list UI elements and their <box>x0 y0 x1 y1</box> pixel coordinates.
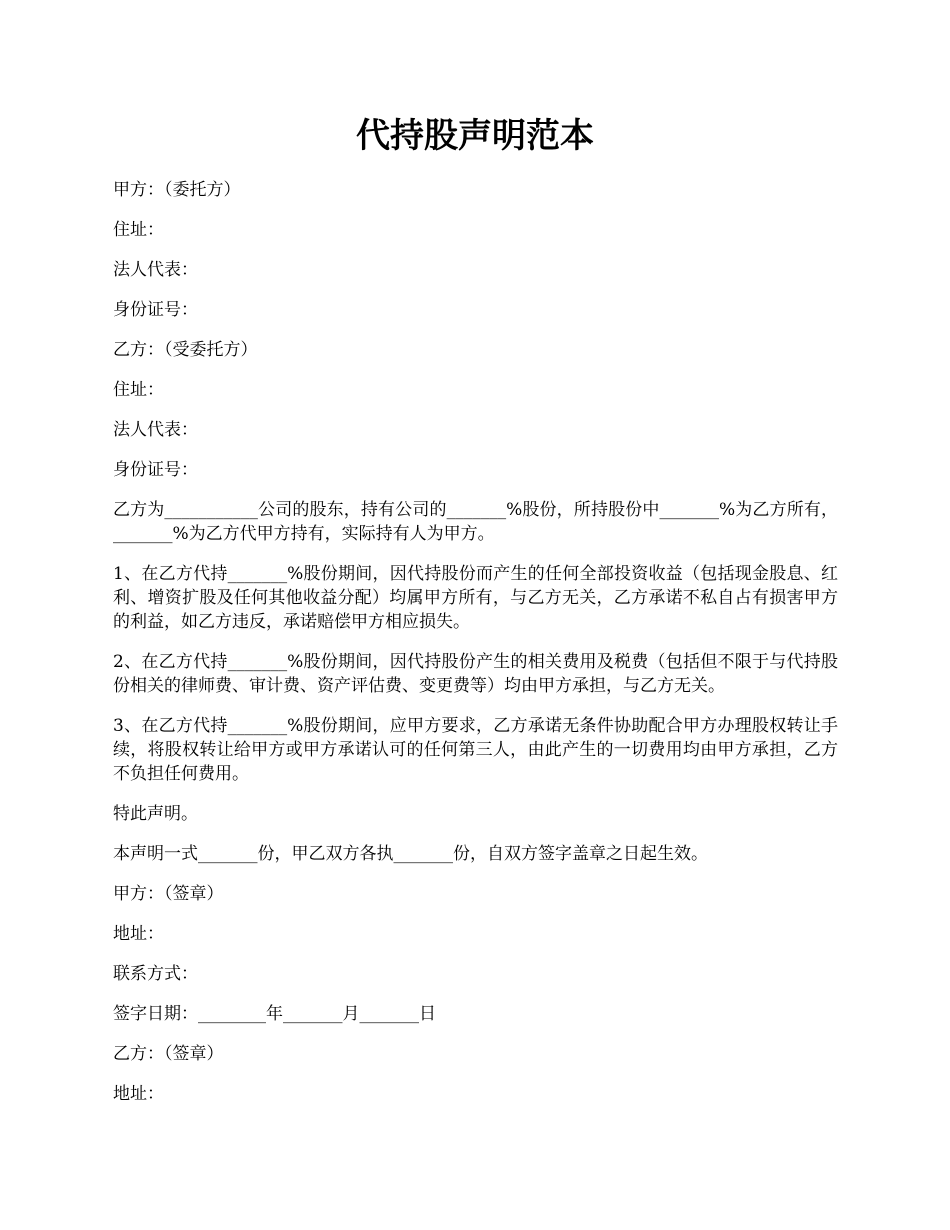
party-b-address: 住址： <box>113 380 164 400</box>
party-a-signature: 甲方：（签章） <box>113 884 224 904</box>
document-title: 代持股声明范本 <box>356 116 594 156</box>
party-b-label: 乙方：（受委托方） <box>113 340 258 360</box>
shareholding-statement: 乙方为___________公司的股东，持有公司的_______%股份，所持股份中_______%为乙方所有，_______%为乙方代甲方持有，实际持有人为甲方。 <box>113 500 838 544</box>
party-a-id-number: 身份证号： <box>113 300 198 320</box>
party-a-sign-address: 地址： <box>113 924 164 944</box>
party-b-signature: 乙方：（签章） <box>113 1044 224 1064</box>
declaration-closing: 特此声明。 <box>113 804 198 824</box>
clause-1: 1、在乙方代持_______%股份期间，因代持股份而产生的任何全部投资收益（包括现金股息、红利、增资扩股及任何其他收益分配）均属甲方所有，与乙方无关，乙方承诺不私自占有损害甲方的利益，如乙方违反，承诺赔偿甲方相应损失。 <box>113 564 838 632</box>
signing-date: 签字日期：________年_______月_______日 <box>113 1004 436 1024</box>
party-b-id-number: 身份证号： <box>113 460 198 480</box>
party-a-address: 住址： <box>113 220 164 240</box>
party-b-sign-address: 地址： <box>113 1084 164 1104</box>
party-a-contact: 联系方式： <box>113 964 198 984</box>
party-a-label: 甲方：（委托方） <box>113 180 241 200</box>
copies-clause: 本声明一式_______份，甲乙双方各执_______份，自双方签字盖章之日起生效。 <box>113 844 708 864</box>
document-body <box>113 178 838 1122</box>
clause-3: 3、在乙方代持_______%股份期间，应甲方要求，乙方承诺无条件协助配合甲方办理股权转让手续，将股权转让给甲方或甲方承诺认可的任何第三人，由此产生的一切费用均由甲方承担，乙方不负担任何费用。 <box>113 716 838 784</box>
party-a-legal-rep: 法人代表： <box>113 260 198 280</box>
party-b-legal-rep: 法人代表： <box>113 420 198 440</box>
clause-2: 2、在乙方代持_______%股份期间，因代持股份产生的相关费用及税费（包括但不限于与代持股份相关的律师费、审计费、资产评估费、变更费等）均由甲方承担，与乙方无关。 <box>113 652 838 696</box>
